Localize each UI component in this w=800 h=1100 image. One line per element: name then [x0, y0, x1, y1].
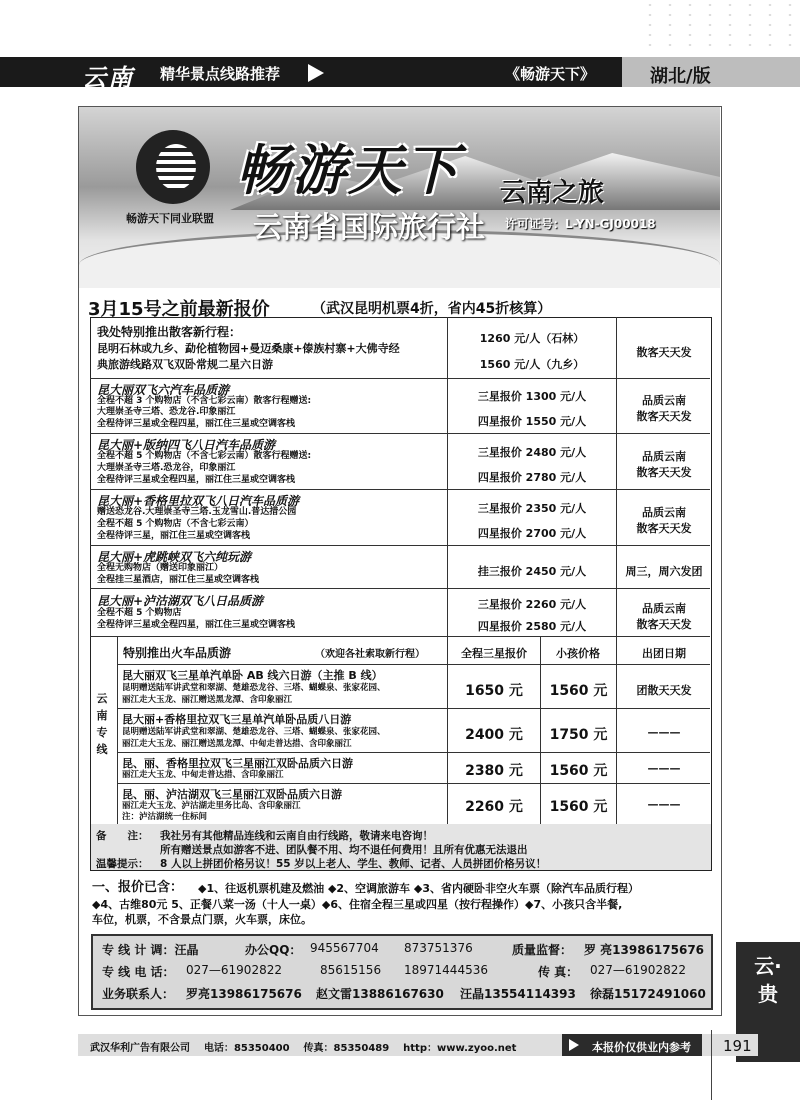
tour-line: 全程无购物店（赠送印象丽江） — [97, 563, 224, 573]
notes-label: 备 注： — [96, 830, 149, 842]
contact-label: 专 线 计 调：汪晶 — [102, 943, 199, 957]
tour-price: 四星报价 2580 元/人 — [477, 620, 587, 633]
page-number: 191 — [723, 1037, 752, 1055]
rail-date: 团散天天发 — [636, 684, 692, 697]
tour-price: 三星报价 2480 元/人 — [477, 446, 587, 459]
tour-title: 昆大丽+版纳四飞八日汽车品质游 — [97, 438, 276, 452]
tour-departure: 散客天天发 — [636, 466, 692, 479]
header-title: 精华景点线路推荐 — [160, 65, 281, 83]
tour-price: 三星报价 2260 元/人 — [477, 598, 587, 611]
tour-price: 三星报价 1300 元/人 — [477, 390, 587, 403]
tip-text: 8 人以上拼团价格另议！55 岁以上老人、学生、教师、记者、人员拼团价格另议！ — [160, 858, 547, 870]
contact-label: 业务联系人： — [102, 987, 175, 1001]
includes-line: ◆4、古维80元 5、正餐八菜一汤（十人一桌）◆6、住宿全程三星或四星（按行程操作）◆7、小孩只含半餐, — [92, 898, 623, 911]
col-header-price: 全程三星报价 — [461, 647, 527, 660]
footer-fax-label: 传真： — [303, 1043, 334, 1054]
notes-line: 所有赠送景点如游客不进、团队餐不用、均不退任何费用！且所有优惠无法退出 — [160, 844, 528, 856]
tour-line: 全程待评三星或全程四星，丽江住三星或空调客栈 — [97, 475, 296, 485]
rail-tour-line: 丽江走大玉龙、丽江赠送黑龙潭、含印象丽江 — [122, 695, 293, 705]
alliance-label: 畅游天下同业联盟 — [126, 212, 214, 225]
side-tab-text — [748, 952, 788, 1008]
tour-line: 全程不超 5 个购物店（不含七彩云南） — [97, 519, 254, 529]
tour-line: 赠送恐龙谷.大理崇圣寺三塔.玉龙雪山.普达措公园 — [97, 507, 297, 517]
tour-departure: 品质云南 — [642, 602, 686, 615]
banner-title: 畅游天下 — [236, 138, 460, 202]
tour-line: 典旅游线路双飞双卧常规二星六日游 — [97, 358, 273, 371]
tour-title: 我处特别推出散客新行程： — [97, 325, 242, 339]
notes-line: 我社另有其他精品连线和云南自由行线路，敬请来电咨询！ — [160, 830, 433, 842]
tour-line: 大理崇圣寺三塔、恐龙谷.印象丽江 — [97, 407, 236, 417]
tour-line: 全程待评三星或全程四星，丽江住三星或空调客栈 — [97, 620, 296, 630]
rail-side-label — [94, 690, 110, 758]
contact-label: 办公QQ： — [245, 943, 302, 957]
footer-phone: 85350400 — [233, 1043, 290, 1054]
tour-line: 大理崇圣寺三塔.恐龙谷，印象丽江 — [97, 463, 236, 473]
tip-label: 温馨提示： — [96, 858, 149, 870]
col-divider — [616, 636, 617, 824]
side-char: 南 — [96, 709, 108, 722]
side-tab-char: 云· — [754, 954, 782, 978]
qq-number: 945567704 — [310, 941, 379, 955]
price-heading: 3月15号之前最新报价 — [88, 299, 270, 320]
phone-number: 85615156 — [320, 963, 382, 977]
contact-value: 赵文雷13886167630 — [316, 987, 444, 1001]
tour-line: 全程挂三星酒店，丽江住三星或空调客栈 — [97, 575, 260, 585]
tour-price: 1560 元/人（九乡） — [479, 358, 585, 371]
row-divider — [117, 708, 710, 709]
rail-price: 2260 元 — [465, 799, 523, 815]
tour-departure: 散客天天发 — [636, 618, 692, 631]
rail-tour-title: 昆、丽、香格里拉双飞三星丽江双卧品质六日游 — [122, 757, 353, 770]
side-char: 线 — [96, 743, 108, 756]
tour-departure: 散客天天发 — [636, 410, 692, 423]
tour-line: 全程不超 3 个购物店（不含七彩云南）散客行程赠送: — [97, 396, 312, 406]
col-header-date: 出团日期 — [642, 647, 686, 660]
rail-price: 1650 元 — [465, 683, 523, 699]
side-tab-char: 贵 — [758, 982, 778, 1006]
tour-title: 昆大丽+泸沽湖双飞八日品质游 — [97, 594, 264, 608]
row-divider — [90, 588, 710, 589]
price-heading-note: （武汉昆明机票4折，省内45折核算） — [312, 301, 552, 317]
contact-value: 罗 亮13986175676 — [584, 943, 705, 957]
rail-child-price: 1560 元 — [549, 683, 608, 699]
rail-child-price: 1750 元 — [549, 727, 608, 743]
row-divider — [90, 433, 710, 434]
tour-price: 四星报价 2780 元/人 — [477, 471, 587, 484]
col-divider — [117, 636, 118, 824]
edition-box — [622, 57, 800, 87]
rail-header-note: （欢迎各社索取新行程） — [315, 649, 425, 660]
rail-tour-line: 昆明赠送陆军讲武堂和翠湖、楚雄恐龙谷、三塔、蝴蝶泉、张家花园、 — [122, 727, 386, 737]
rail-child-price: 1560 元 — [549, 763, 608, 779]
row-divider — [117, 783, 710, 784]
footer-website[interactable]: www.zyoo.net — [437, 1043, 517, 1054]
edition-label: 湖北/版 — [650, 66, 711, 87]
row-divider — [117, 752, 710, 753]
rail-tour-title: 昆大丽+香格里拉双飞三星单汽单卧品质八日游 — [122, 713, 352, 726]
col-divider — [447, 317, 448, 636]
rail-price: 2400 元 — [465, 727, 523, 743]
tour-line: 昆明石林或九乡、勐伦植物园+曼迈桑康+傣族村寨+大佛寺经 — [97, 342, 400, 355]
phone-number: 027—61902822 — [186, 963, 282, 977]
row-divider — [90, 489, 710, 490]
header-logo: 云南 — [82, 63, 134, 92]
tour-departure: 散客天天发 — [636, 346, 692, 359]
rail-header-title: 特别推出火车品质游 — [123, 646, 232, 660]
footer-divider — [711, 1030, 712, 1100]
footer-note: 本报价仅供业内参考 — [592, 1041, 691, 1054]
includes-line: 车位，机票，不含景点门票，火车票，床位。 — [92, 913, 312, 926]
tour-line: 全程待评三星或全程四星，丽江住三星或空调客栈 — [97, 419, 296, 429]
footer-web-label: http： — [403, 1043, 437, 1054]
contact-label: 质量监督： — [512, 943, 573, 957]
contact-value: 汪晶13554114393 — [460, 987, 576, 1001]
contact-value: 罗亮13986175676 — [186, 987, 302, 1001]
includes-line: ◆1、往返机票机建及燃油 ◆2、空调旅游车 ◆3、省内硬卧非空火车票（除汽车品质行程） — [198, 882, 639, 895]
decorative-dots — [640, 0, 800, 52]
tour-price: 三星报价 2350 元/人 — [477, 502, 587, 515]
fax-number: 027—61902822 — [590, 963, 686, 977]
license-number: 许可证号：L-YN-GJ00018 — [505, 217, 656, 231]
arrow-right-icon — [308, 64, 324, 82]
tour-price: 1260 元/人（石林） — [479, 332, 585, 345]
col-divider — [616, 317, 617, 636]
arrow-right-icon — [569, 1039, 579, 1051]
row-divider — [117, 664, 710, 665]
tour-departure: 周三，周六发团 — [625, 565, 703, 578]
tour-price: 四星报价 1550 元/人 — [477, 415, 587, 428]
row-divider — [90, 636, 710, 637]
rail-tour-line: 昆明赠送陆军讲武堂和翠湖、楚雄恐龙谷、三塔、蝴蝶泉、张家花园、 — [122, 683, 386, 693]
phone-number: 18971444536 — [404, 963, 488, 977]
side-char: 专 — [96, 726, 108, 739]
rail-tour-line: 丽江走大玉龙、丽江赠送黑龙潭、中甸走普达措、含印象丽江 — [122, 739, 352, 749]
side-char: 云 — [96, 692, 108, 705]
footer-phone-label: 电话： — [203, 1043, 234, 1054]
tour-line: 全程不超 5 个购物店 — [97, 608, 182, 618]
rail-date: ——— — [647, 762, 681, 775]
rail-tour-line: 注：泸沽湖统一住标间 — [122, 812, 208, 822]
rail-tour-line: 丽江走大玉龙、中甸走普达措、含印象丽江 — [122, 770, 284, 780]
banner-subtitle: 云南之旅 — [500, 178, 605, 208]
logo-stripes — [156, 144, 196, 190]
tour-price: 挂三报价 2450 元/人 — [477, 565, 587, 578]
agency-name: 云南省国际旅行社 — [253, 210, 486, 244]
qq-number: 873751376 — [404, 941, 473, 955]
rail-price: 2380 元 — [465, 763, 523, 779]
rail-date: ——— — [647, 798, 681, 811]
tour-departure: 散客天天发 — [636, 522, 692, 535]
tour-title: 昆大丽双飞六汽车品质游 — [97, 383, 230, 397]
rail-tour-title: 昆大丽双飞三星单汽单卧 AB 线六日游（主推 B 线） — [122, 669, 383, 682]
footer-fax: 85350489 — [333, 1043, 390, 1054]
tour-departure: 品质云南 — [642, 394, 686, 407]
row-divider — [90, 545, 710, 546]
rail-date: ——— — [647, 726, 681, 739]
rail-tour-line: 丽江走大玉龙、泸沽湖走里务比岛、含印象丽江 — [122, 801, 301, 811]
rail-child-price: 1560 元 — [549, 799, 608, 815]
contact-label: 专 线 电 话： — [102, 965, 175, 979]
contact-value: 徐磊15172491060 — [590, 987, 706, 1001]
tour-departure: 品质云南 — [642, 450, 686, 463]
footer-company: 武汉华利广告有限公司 — [90, 1043, 190, 1054]
row-divider — [90, 378, 710, 379]
tour-departure: 品质云南 — [642, 506, 686, 519]
includes-label: 一、报价已含： — [92, 880, 184, 895]
footer-info — [90, 1039, 516, 1054]
tour-line: 全程待评三星，丽江住三星或空调客栈 — [97, 531, 251, 541]
rail-tour-title: 昆、丽、泸沽湖双飞三星丽江双卧品质六日游 — [122, 788, 342, 801]
tour-price: 四星报价 2700 元/人 — [477, 527, 587, 540]
contact-label: 传 真： — [538, 965, 579, 979]
tour-line: 全程不超 5 个购物店（不含七彩云南）散客行程赠送: — [97, 451, 312, 461]
tour-title: 昆大丽+虎跳峡双飞六纯玩游 — [97, 550, 252, 564]
tour-title: 昆大丽+香格里拉双飞八日汽车品质游 — [97, 494, 300, 508]
header-publication: 《畅游天下》 — [505, 65, 596, 83]
col-header-child: 小孩价格 — [556, 647, 600, 660]
